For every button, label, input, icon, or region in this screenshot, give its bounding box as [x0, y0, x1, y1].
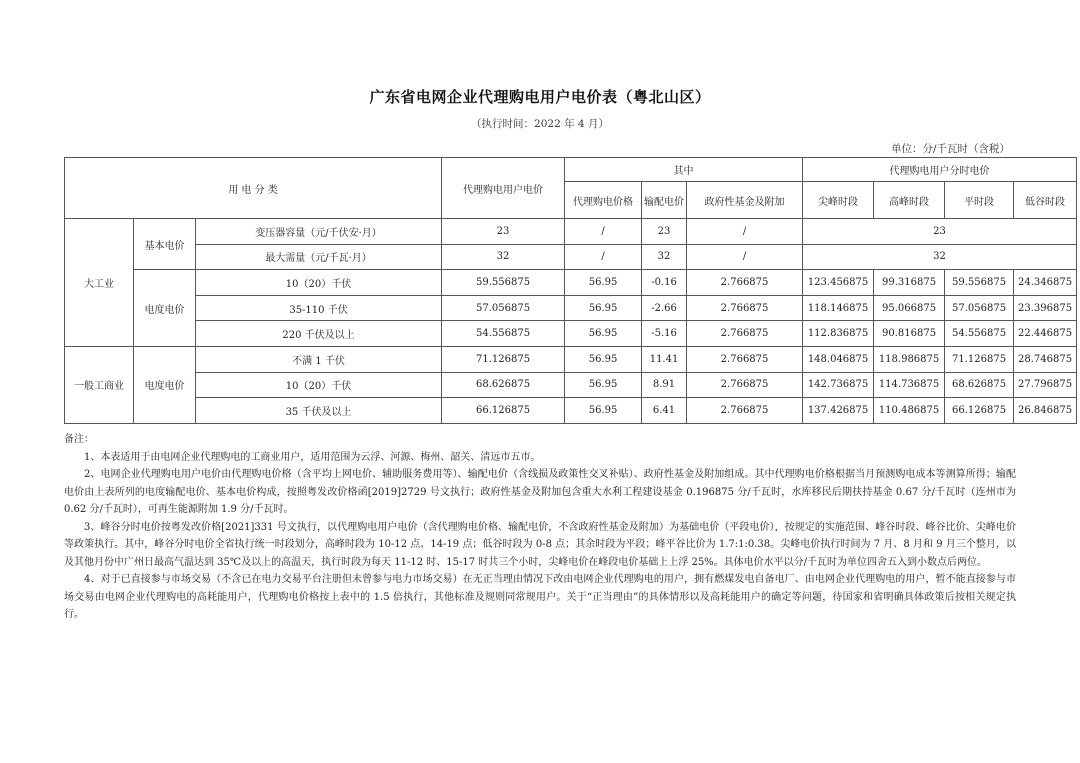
- cell-user-price: 71.126875: [442, 346, 565, 372]
- subgroup-energy-price: 电度电价: [134, 270, 196, 347]
- cell-user-price: 54.556875: [442, 321, 565, 347]
- notes-section: [64, 431, 1016, 624]
- table-row: [65, 219, 1077, 245]
- header-fund: 政府性基金及附加: [687, 182, 803, 219]
- cell-peak: 110.486875: [874, 398, 945, 424]
- table-row: [65, 321, 1077, 347]
- cell-transmission: 23: [642, 219, 687, 245]
- cell-fund: 2.766875: [687, 321, 803, 347]
- table-row: [65, 270, 1077, 296]
- price-table: [64, 157, 1077, 424]
- cell-transmission: -5.16: [642, 321, 687, 347]
- table-row: [65, 346, 1077, 372]
- row-label: 10（20）千伏: [196, 372, 442, 398]
- table-row: [65, 244, 1077, 270]
- cell-user-price: 23: [442, 219, 565, 245]
- cell-peak: 118.986875: [874, 346, 945, 372]
- cell-valley: 28.746875: [1014, 346, 1077, 372]
- row-label: 最大需量（元/千瓦·月）: [196, 244, 442, 270]
- cell-fund: 2.766875: [687, 372, 803, 398]
- cell-sharp: 123.456875: [803, 270, 874, 296]
- header-flat: 平时段: [945, 182, 1014, 219]
- header-of-which: 其中: [565, 158, 803, 182]
- cell-sharp: 118.146875: [803, 295, 874, 321]
- cell-fund: 2.766875: [687, 270, 803, 296]
- cell-fund: /: [687, 244, 803, 270]
- header-sharp: 尖峰时段: [803, 182, 874, 219]
- cell-agency-price: 56.95: [565, 398, 642, 424]
- header-tou-group: 代理购电用户分时电价: [803, 158, 1077, 182]
- cell-peak: 114.736875: [874, 372, 945, 398]
- cell-transmission: -0.16: [642, 270, 687, 296]
- cell-user-price: 57.056875: [442, 295, 565, 321]
- cell-sharp: 112.836875: [803, 321, 874, 347]
- cell-sharp: 137.426875: [803, 398, 874, 424]
- subgroup-basic-price: 基本电价: [134, 219, 196, 270]
- cell-agency-price: 56.95: [565, 295, 642, 321]
- notes-heading: 备注：: [64, 434, 94, 445]
- cell-user-price: 32: [442, 244, 565, 270]
- cell-transmission: 32: [642, 244, 687, 270]
- row-label: 35 千伏及以上: [196, 398, 442, 424]
- cell-valley: 27.796875: [1014, 372, 1077, 398]
- header-category: 用 电 分 类: [65, 158, 442, 219]
- cell-user-price: 66.126875: [442, 398, 565, 424]
- cell-tou: 32: [803, 244, 1077, 270]
- cell-tou: 23: [803, 219, 1077, 245]
- cell-flat: 59.556875: [945, 270, 1014, 296]
- cell-sharp: 142.736875: [803, 372, 874, 398]
- cell-agency-price: 56.95: [565, 321, 642, 347]
- document-title: 广东省电网企业代理购电用户电价表（粤北山区）: [369, 88, 711, 106]
- cell-peak: 90.816875: [874, 321, 945, 347]
- cell-valley: 26.846875: [1014, 398, 1077, 424]
- cell-valley: 24.346875: [1014, 270, 1077, 296]
- cell-agency-price: 56.95: [565, 270, 642, 296]
- note-item-2: 2、电网企业代理购电用户电价由代理购电价格（含平均上网电价、辅助服务费用等）、输配电价（含线损及政策性交叉补贴）、政府性基金及附加组成。其中代理购电价格根据当月预测购电成本等测算所得；输配电价由上表所列的电度输配电价、基本电价构成，按照粤发改价格函[2019]2729 号文执行；政府性基金及附加包含重大水利工程建设基金 0.196875 分/千瓦时，水库移民后期扶持基金 0.67 分/千瓦时（连州市为 0.62 分/千瓦时），可再生能源附加 1.9 分/千瓦时。: [64, 469, 1016, 515]
- cell-transmission: -2.66: [642, 295, 687, 321]
- header-valley: 低谷时段: [1014, 182, 1077, 219]
- cell-peak: 99.316875: [874, 270, 945, 296]
- cell-fund: 2.766875: [687, 346, 803, 372]
- note-item-3: 3、峰谷分时电价按粤发改价格[2021]331 号文执行，以代理购电用户电价（含代理购电价格、输配电价，不含政府性基金及附加）为基础电价（平段电价），按规定的实施范围、峰谷时段、峰谷比价、尖峰电价等政策执行。其中，峰谷分时电价全省执行统一时段划分，高峰时段为 10-12 点、14-19 点；低谷时段为 0-8 点；其余时段为平段；峰平谷比价为 1.7:1:0.38。尖峰电价执行时间为 7 月、8 月和 9 月三个整月，以及其他月份中广州日最高气温达到 35℃及以上的高温天，执行时段为每天 11-12 时、15-17 时共三个小时，尖峰电价在峰段电价基础上上浮 25%。具体电价水平以分/千瓦时为单位四舍五入到小数点后两位。: [64, 521, 1016, 568]
- table-row: [65, 295, 1077, 321]
- row-label: 不满 1 千伏: [196, 346, 442, 372]
- row-label: 10（20）千伏: [196, 270, 442, 296]
- cell-fund: 2.766875: [687, 398, 803, 424]
- group-large-industry: 大工业: [65, 219, 134, 347]
- effective-date: （执行时间：2022 年 4 月）: [471, 118, 609, 130]
- cell-agency-price: /: [565, 219, 642, 245]
- cell-valley: 22.446875: [1014, 321, 1077, 347]
- cell-user-price: 59.556875: [442, 270, 565, 296]
- table-row: [65, 398, 1077, 424]
- cell-flat: 66.126875: [945, 398, 1014, 424]
- subgroup-general-energy: 电度电价: [134, 346, 196, 423]
- cell-transmission: 6.41: [642, 398, 687, 424]
- header-transmission: 输配电价: [642, 182, 687, 219]
- cell-sharp: 148.046875: [803, 346, 874, 372]
- cell-user-price: 68.626875: [442, 372, 565, 398]
- cell-agency-price: 56.95: [565, 372, 642, 398]
- row-label: 220 千伏及以上: [196, 321, 442, 347]
- header-user-price: 代理购电用户电价: [442, 158, 565, 219]
- note-item-1: 1、本表适用于由电网企业代理购电的工商业用户，适用范围为云浮、河源、梅州、韶关、清远市五市。: [84, 451, 541, 463]
- note-item-4: 4、对于已直接参与市场交易（不含已在电力交易平台注册但未曾参与电力市场交易）在无正当理由情况下改由电网企业代理购电的用户，拥有燃煤发电自备电厂、由电网企业代理购电的用户，暂不能直接参与市场交易由电网企业代理购电的高耗能用户，代理购电价格按上表中的 1.5 倍执行，其他标准及规则同常规用户。关于“正当理由”的具体情形以及高耗能用户的确定等问题，待国家和省明确具体政策后按相关规定执行。: [64, 574, 1016, 620]
- header-peak: 高峰时段: [874, 182, 945, 219]
- cell-flat: 57.056875: [945, 295, 1014, 321]
- table-row: [65, 372, 1077, 398]
- cell-flat: 68.626875: [945, 372, 1014, 398]
- row-label: 变压器容量（元/千伏安·月）: [196, 219, 442, 245]
- cell-transmission: 11.41: [642, 346, 687, 372]
- cell-agency-price: 56.95: [565, 346, 642, 372]
- cell-fund: 2.766875: [687, 295, 803, 321]
- cell-agency-price: /: [565, 244, 642, 270]
- cell-fund: /: [687, 219, 803, 245]
- cell-flat: 54.556875: [945, 321, 1014, 347]
- cell-valley: 23.396875: [1014, 295, 1077, 321]
- unit-label: 单位：分/千瓦时（含税）: [890, 143, 1010, 155]
- cell-transmission: 8.91: [642, 372, 687, 398]
- cell-peak: 95.066875: [874, 295, 945, 321]
- group-general: 一般工商业: [65, 346, 134, 423]
- cell-flat: 71.126875: [945, 346, 1014, 372]
- row-label: 35-110 千伏: [196, 295, 442, 321]
- header-agency-price: 代理购电价格: [565, 182, 642, 219]
